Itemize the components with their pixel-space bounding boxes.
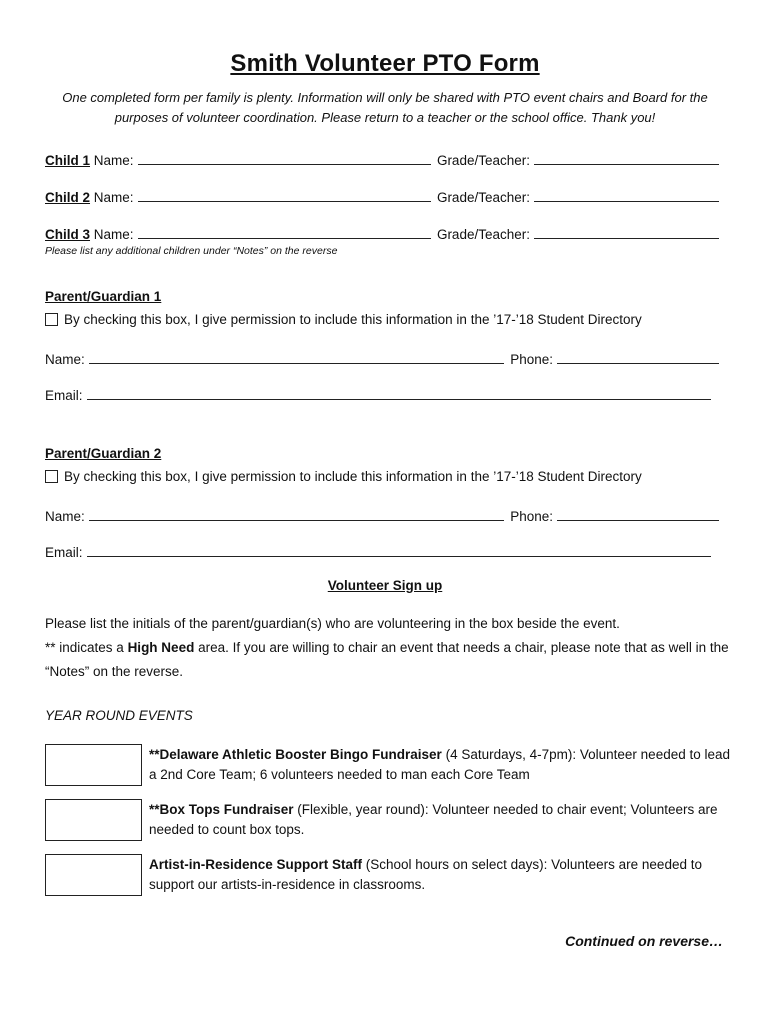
guardian-1-permission-checkbox[interactable]	[45, 313, 58, 326]
guardian-2-heading: Parent/Guardian 2	[45, 446, 162, 461]
instructions-text: ** indicates a	[45, 640, 128, 655]
event-initials-box[interactable]	[45, 854, 142, 896]
event-row	[45, 799, 735, 841]
event-name: **Box Tops Fundraiser	[149, 802, 294, 817]
grade-label: Grade/Teacher:	[436, 227, 530, 242]
guardian-2-name-row	[45, 506, 725, 524]
high-need-label: High Need	[127, 640, 195, 655]
guardian-1-email-row	[45, 385, 717, 403]
guardian-2-name-field[interactable]	[89, 506, 504, 521]
name-label: Name:	[93, 190, 134, 205]
child-label: Child 3	[45, 227, 91, 242]
continued-note: Continued on reverse…	[565, 933, 723, 949]
phone-label: Phone:	[510, 352, 553, 367]
email-label: Email:	[45, 388, 83, 403]
permission-text: By checking this box, I give permission to include this information in the ’17-’18 Student Directory	[64, 312, 642, 327]
child-1-grade-field[interactable]	[534, 150, 719, 165]
guardian-2-email-field[interactable]	[87, 542, 711, 557]
name-label: Name:	[93, 227, 134, 242]
guardian-1-name-field[interactable]	[89, 349, 504, 364]
event-row	[45, 854, 735, 896]
grade-label: Grade/Teacher:	[436, 190, 530, 205]
name-label: Name:	[45, 352, 85, 367]
children-note: Please list any additional children under “Notes” on the reverse	[45, 245, 338, 257]
instructions-line-1: Please list the initials of the parent/guardian(s) who are volunteering in the box beside the event.	[45, 616, 620, 631]
event-detail: (4 Saturdays, 4-7pm): Volunteer needed to lead a 2nd Core Team; 6 volunteers needed to man each Core Team	[149, 747, 731, 782]
guardian-1-permission-row	[45, 312, 642, 327]
guardian-2-email-row	[45, 542, 717, 560]
event-detail: (Flexible, year round): Volunteer needed to chair event; Volunteers are needed to count box tops.	[149, 802, 718, 837]
volunteer-instructions	[45, 612, 730, 684]
event-initials-box[interactable]	[45, 799, 142, 841]
event-name: **Delaware Athletic Booster Bingo Fundraiser	[149, 747, 442, 762]
child-3-grade-field[interactable]	[534, 224, 719, 239]
child-2-row	[45, 187, 725, 205]
child-3-name-field[interactable]	[138, 224, 431, 239]
child-3-row	[45, 224, 725, 242]
email-label: Email:	[45, 545, 83, 560]
phone-label: Phone:	[510, 509, 553, 524]
child-label: Child 1	[45, 153, 91, 168]
event-name: Artist-in-Residence Support Staff	[149, 857, 363, 872]
grade-label: Grade/Teacher:	[436, 153, 530, 168]
child-label: Child 2	[45, 190, 91, 205]
guardian-1-email-field[interactable]	[87, 385, 711, 400]
instructions-text: area. If you are willing to chair an event that needs a chair, please note that as well in the “Notes” on the reverse.	[45, 640, 729, 679]
child-1-name-field[interactable]	[138, 150, 431, 165]
event-description	[149, 744, 735, 785]
permission-text: By checking this box, I give permission to include this information in the ’17-’18 Student Directory	[64, 469, 642, 484]
event-initials-box[interactable]	[45, 744, 142, 786]
child-2-grade-field[interactable]	[534, 187, 719, 202]
guardian-2-permission-checkbox[interactable]	[45, 470, 58, 483]
form-intro: One completed form per family is plenty. Information will only be shared with PTO event chairs and Board for the purposes of volunteer coordination. Please return to a teacher or the school office. Thank you!	[62, 90, 708, 125]
name-label: Name:	[93, 153, 134, 168]
name-label: Name:	[45, 509, 85, 524]
child-2-name-field[interactable]	[138, 187, 431, 202]
guardian-1-name-row	[45, 349, 725, 367]
guardian-2-phone-field[interactable]	[557, 506, 719, 521]
event-description	[149, 799, 735, 840]
child-1-row	[45, 150, 725, 168]
year-round-heading: YEAR ROUND EVENTS	[45, 708, 193, 723]
instructions-line-2	[45, 636, 730, 684]
event-detail: (School hours on select days): Volunteers are needed to support our artists-in-residence in classrooms.	[149, 857, 702, 892]
guardian-1-phone-field[interactable]	[557, 349, 719, 364]
event-description	[149, 854, 735, 895]
guardian-1-heading: Parent/Guardian 1	[45, 289, 162, 304]
form-title: Smith Volunteer PTO Form	[230, 50, 540, 77]
guardian-2-permission-row	[45, 469, 642, 484]
event-row	[45, 744, 735, 786]
volunteer-heading: Volunteer Sign up	[327, 578, 443, 593]
